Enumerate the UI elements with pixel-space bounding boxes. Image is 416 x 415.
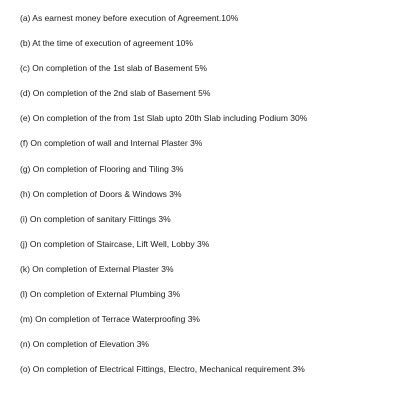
schedule-item-m: (m) On completion of Terrace Waterproofing 3% [20, 314, 200, 325]
schedule-item-j: (j) On completion of Staircase, Lift Well, Lobby 3% [20, 238, 210, 249]
schedule-item-n: (n) On completion of Elevation 3% [20, 339, 149, 350]
schedule-item-c: (c) On completion of the 1st slab of Basement 5% [20, 63, 208, 74]
payment-schedule-list [20, 12, 307, 388]
schedule-item-o: (o) On completion of Electrical Fittings, Electro, Mechanical requirement 3% [20, 364, 305, 375]
schedule-item-f: (f) On completion of wall and Internal Plaster 3% [20, 138, 203, 149]
schedule-item-d: (d) On completion of the 2nd slab of Basement 5% [20, 88, 211, 99]
schedule-item-e: (e) On completion of the from 1st Slab upto 20th Slab including Podium 30% [20, 113, 308, 124]
schedule-item-i: (i) On completion of sanitary Fittings 3% [20, 213, 171, 224]
schedule-item-g: (g) On completion of Flooring and Tiling 3% [20, 163, 184, 174]
schedule-item-k: (k) On completion of External Plaster 3% [20, 263, 174, 274]
schedule-item-l: (l) On completion of External Plumbing 3% [20, 289, 181, 300]
schedule-item-h: (h) On completion of Doors & Windows 3% [20, 188, 182, 199]
schedule-item-a: (a) As earnest money before execution of Agreement.10% [20, 13, 239, 23]
schedule-item-b: (b) At the time of execution of agreement 10% [20, 38, 193, 49]
